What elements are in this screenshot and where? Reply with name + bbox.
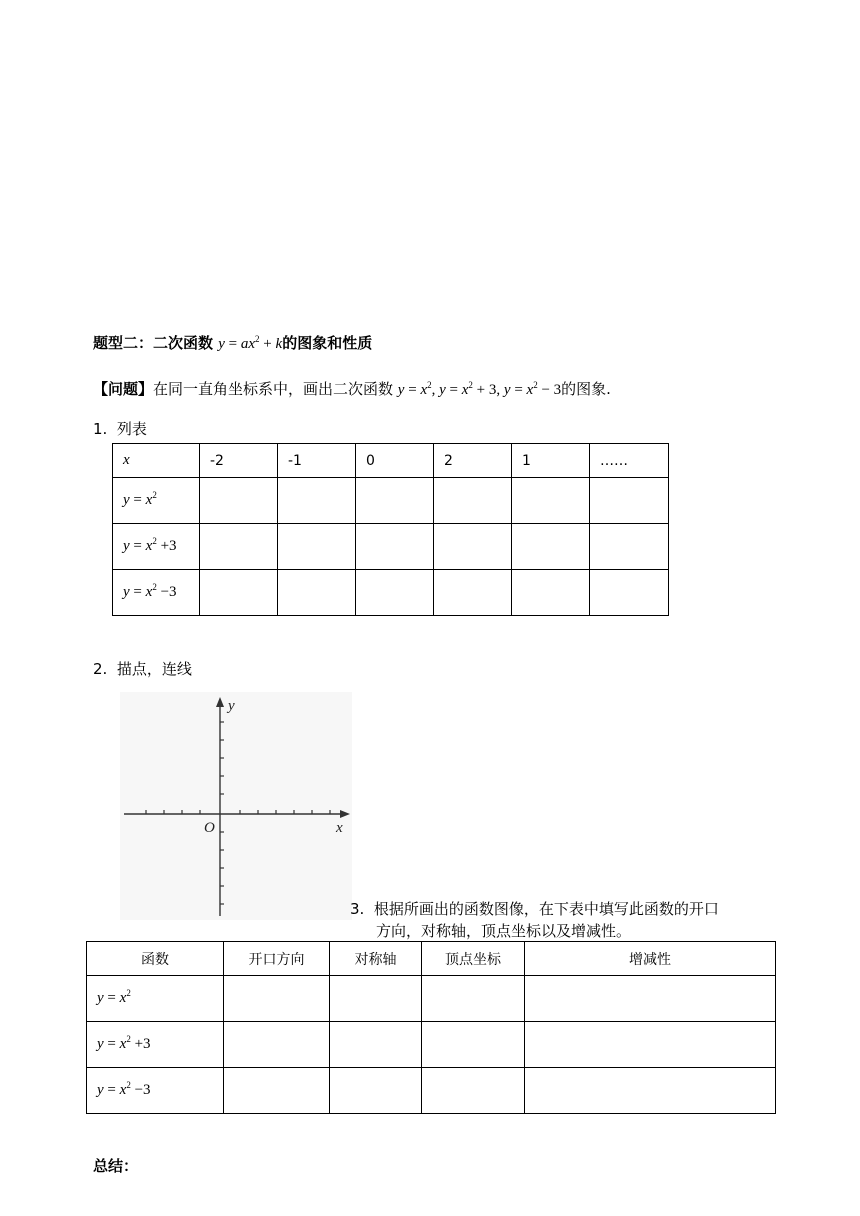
empty-cell[interactable] <box>590 524 669 570</box>
table-row <box>87 942 776 976</box>
empty-cell[interactable] <box>278 570 356 616</box>
row-formula-cell: $y = x^2 -3$ <box>87 1068 224 1114</box>
empty-cell[interactable] <box>422 1022 525 1068</box>
table-row <box>87 1022 776 1068</box>
row-formula-cell: $y = x^2$ <box>87 976 224 1022</box>
table-row <box>113 570 669 616</box>
empty-cell[interactable] <box>434 478 512 524</box>
empty-cell[interactable] <box>356 524 434 570</box>
table-row <box>87 976 776 1022</box>
empty-cell[interactable] <box>224 1022 330 1068</box>
properties-table <box>86 941 776 1114</box>
x-axis-arrow-icon <box>340 810 350 818</box>
step1-heading <box>93 418 147 439</box>
empty-cell[interactable] <box>224 1068 330 1114</box>
empty-cell[interactable] <box>278 524 356 570</box>
empty-cell[interactable] <box>590 478 669 524</box>
empty-cell[interactable] <box>200 478 278 524</box>
empty-cell[interactable] <box>330 1068 422 1114</box>
empty-cell[interactable] <box>278 478 356 524</box>
step3-line2: 方向，对称轴，顶点坐标以及增减性。 <box>376 922 632 940</box>
x-value-cell: 2 <box>434 444 512 478</box>
row-formula-cell: $y = x^2 -3$ <box>113 570 200 616</box>
x-value-cell: -2 <box>200 444 278 478</box>
problem-statement <box>93 378 611 399</box>
step2-number: 2. <box>93 660 108 678</box>
x-value-cell: 1 <box>512 444 590 478</box>
step1-number: 1. <box>93 420 108 438</box>
empty-cell[interactable] <box>422 976 525 1022</box>
problem-formulas: $y = x^2$, $y = x^2 + 3$, $y = x^2 - 3$ <box>397 380 562 398</box>
row-formula-cell: $y = x^2 +3$ <box>113 524 200 570</box>
empty-cell[interactable] <box>590 570 669 616</box>
step2-label: 描点，连线 <box>116 660 192 678</box>
empty-cell[interactable] <box>200 570 278 616</box>
step3-text <box>350 898 780 942</box>
table-row <box>113 524 669 570</box>
empty-cell[interactable] <box>525 1068 776 1114</box>
row-formula-cell: $y = x^2 +3$ <box>87 1022 224 1068</box>
empty-cell[interactable] <box>525 976 776 1022</box>
empty-cell[interactable] <box>525 1022 776 1068</box>
table-row <box>87 1068 776 1114</box>
x-value-cell: …… <box>590 444 669 478</box>
empty-cell[interactable] <box>512 570 590 616</box>
origin-label: O <box>204 820 215 836</box>
table-row <box>113 444 669 478</box>
header-vertex: 顶点坐标 <box>422 942 525 976</box>
step2-heading <box>93 658 192 679</box>
row-formula-cell: $y = x^2$ <box>113 478 200 524</box>
empty-cell[interactable] <box>512 524 590 570</box>
empty-cell[interactable] <box>512 478 590 524</box>
empty-cell[interactable] <box>434 524 512 570</box>
values-table <box>112 443 669 616</box>
empty-cell[interactable] <box>434 570 512 616</box>
y-axis-label: y <box>228 698 235 714</box>
header-function: 函数 <box>87 942 224 976</box>
problem-text-before: 在同一直角坐标系中，画出二次函数 <box>153 380 398 398</box>
problem-label: 【问题】 <box>93 380 154 398</box>
section-title-prefix: 题型二：二次函数 <box>93 334 219 352</box>
summary-label: 总结： <box>93 1157 139 1175</box>
table-row <box>113 478 669 524</box>
empty-cell[interactable] <box>422 1068 525 1114</box>
problem-text-after: 的图象. <box>561 380 611 398</box>
section-title <box>93 332 372 353</box>
coordinate-axes-figure <box>120 692 352 920</box>
x-axis-label: x <box>336 820 343 836</box>
header-monotonicity: 增减性 <box>525 942 776 976</box>
x-value-cell: 0 <box>356 444 434 478</box>
axes-svg <box>120 692 352 920</box>
section-title-formula: $y = ax^2 + k$ <box>218 334 283 352</box>
section-title-suffix: 的图象和性质 <box>282 334 373 352</box>
empty-cell[interactable] <box>356 478 434 524</box>
y-axis-arrow-icon <box>216 697 224 707</box>
empty-cell[interactable] <box>330 1022 422 1068</box>
empty-cell[interactable] <box>356 570 434 616</box>
x-header-cell: x <box>113 444 200 478</box>
step1-label: 列表 <box>116 420 147 438</box>
step3-line1: 3. 根据所画出的函数图像，在下表中填写此函数的开口 <box>350 900 719 918</box>
empty-cell[interactable] <box>200 524 278 570</box>
header-symmetry-axis: 对称轴 <box>330 942 422 976</box>
step3-number: 3. <box>350 900 365 918</box>
empty-cell[interactable] <box>330 976 422 1022</box>
x-value-cell: -1 <box>278 444 356 478</box>
empty-cell[interactable] <box>224 976 330 1022</box>
header-opening-direction: 开口方向 <box>224 942 330 976</box>
